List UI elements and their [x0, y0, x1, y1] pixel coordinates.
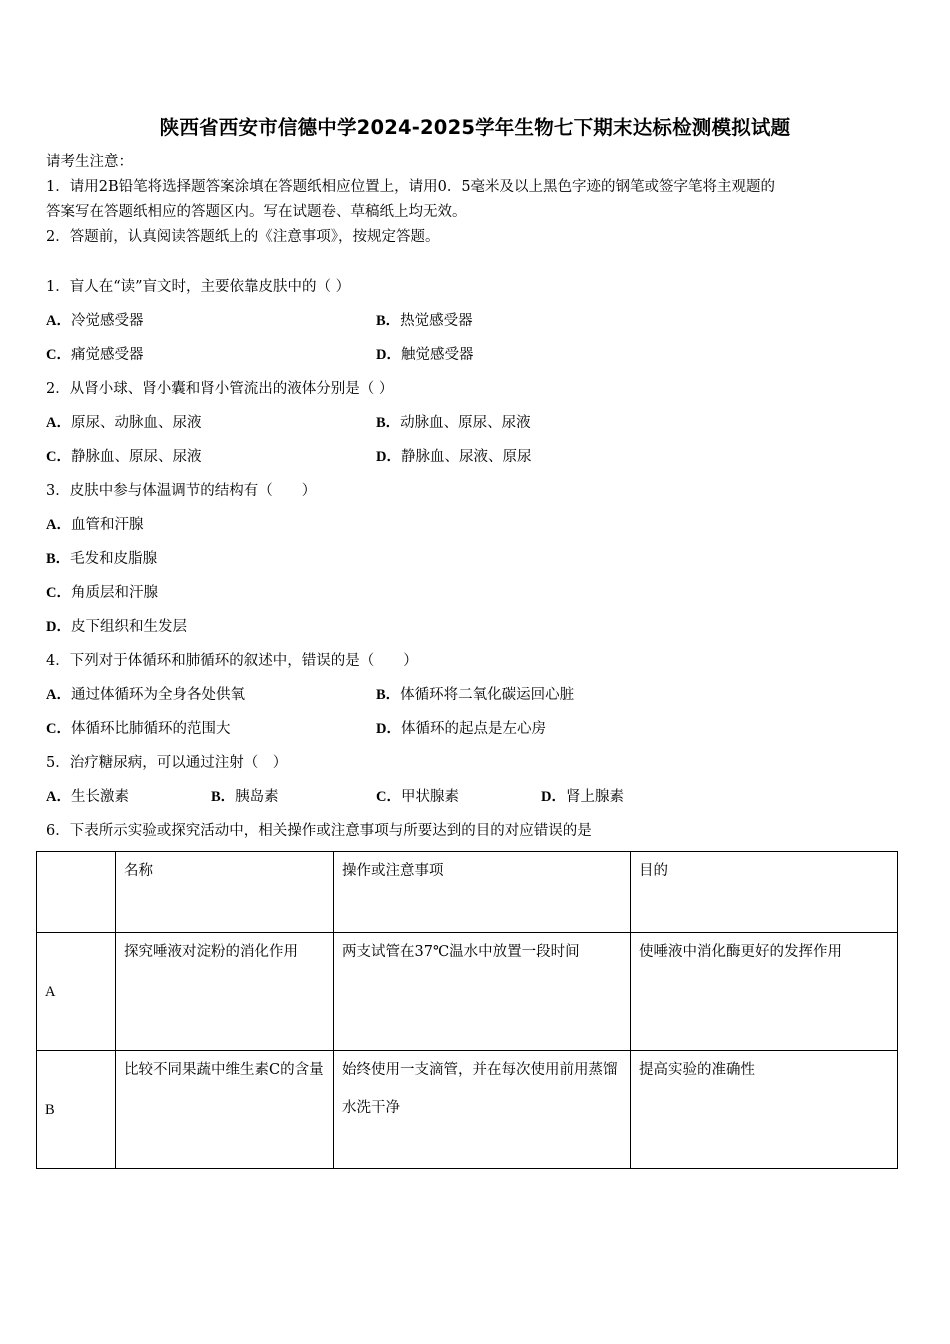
question-1-option-c: C．痛觉感受器: [46, 347, 144, 363]
question-4-option-c: C．体循环比肺循环的范围大: [46, 721, 231, 737]
question-6-table: [36, 851, 898, 1169]
question-1-option-d: D．触觉感受器: [376, 347, 474, 363]
table-header-cell: 名称: [116, 852, 334, 933]
notice-line-2: 2．答题前，认真阅读答题纸上的《注意事项》，按规定答题。: [46, 229, 440, 245]
question-4-option-b: B．体循环将二氧化碳运回心脏: [376, 687, 575, 703]
question-2-option-d: D．静脉血、尿液、原尿: [376, 449, 532, 465]
notice-line-1a: 1．请用2B铅笔将选择题答案涂填在答题纸相应位置上，请用0．5毫米及以上黑色字迹的钢笔或签字笔将主观题的: [46, 179, 776, 195]
table-row: [37, 1051, 898, 1169]
question-1-option-b: B．热觉感受器: [376, 313, 473, 329]
question-4-option-d: D．体循环的起点是左心房: [376, 721, 546, 737]
question-5-option-c: C．甲状腺素: [376, 789, 459, 805]
question-3-option-d: D．皮下组织和生发层: [46, 619, 187, 635]
page-title: 陕西省西安市信德中学2024-2025学年生物七下期末达标检测模拟试题: [159, 116, 791, 139]
table-header-cell: [37, 852, 116, 933]
table-cell-operation: 两支试管在37℃温水中放置一段时间: [334, 933, 631, 1051]
table-cell-name: 比较不同果蔬中维生素C的含量: [116, 1051, 334, 1169]
question-4-option-a: A．通过体循环为全身各处供氧: [46, 687, 245, 703]
table-header-cell: 操作或注意事项: [334, 852, 631, 933]
table-cell-purpose: 使唾液中消化酶更好的发挥作用: [631, 933, 898, 1051]
question-2-option-c: C．静脉血、原尿、尿液: [46, 449, 202, 465]
question-2-option-a: A．原尿、动脉血、尿液: [46, 415, 202, 431]
question-5-option-d: D．肾上腺素: [541, 789, 624, 805]
table-cell-purpose: 提高实验的准确性: [631, 1051, 898, 1169]
question-5-stem: 5．治疗糖尿病，可以通过注射（ ）: [46, 755, 288, 771]
table-header-row: [37, 852, 898, 933]
question-5-option-b: B．胰岛素: [211, 789, 279, 805]
table-header-cell: 目的: [631, 852, 898, 933]
question-3-option-a: A．血管和汗腺: [46, 517, 144, 533]
table-cell-label: B: [37, 1051, 116, 1169]
question-2-stem: 2．从肾小球、肾小囊和肾小管流出的液体分别是（ ）: [46, 381, 394, 397]
notice-heading: 请考生注意：: [46, 154, 133, 170]
question-3-option-c: C．角质层和汗腺: [46, 585, 158, 601]
question-6-stem: 6．下表所示实验或探究活动中，相关操作或注意事项与所要达到的目的对应错误的是: [46, 823, 592, 839]
table-cell-label: A: [37, 933, 116, 1051]
question-3-option-b: B．毛发和皮脂腺: [46, 551, 158, 567]
table-cell-name: 探究唾液对淀粉的消化作用: [116, 933, 334, 1051]
question-5-option-a: A．生长激素: [46, 789, 129, 805]
question-1-stem: 1．盲人在“读”盲文时，主要依靠皮肤中的（ ）: [46, 279, 351, 295]
question-4-stem: 4．下列对于体循环和肺循环的叙述中，错误的是（ ）: [46, 653, 418, 669]
notice-line-1b: 答案写在答题纸相应的答题区内。写在试题卷、草稿纸上均无效。: [46, 204, 467, 220]
question-2-option-b: B．动脉血、原尿、尿液: [376, 415, 531, 431]
table-cell-operation: 始终使用一支滴管，并在每次使用前用蒸馏水洗干净: [334, 1051, 631, 1169]
table-row: [37, 933, 898, 1051]
question-3-stem: 3．皮肤中参与体温调节的结构有（ ）: [46, 483, 317, 499]
question-1-option-a: A．冷觉感受器: [46, 313, 144, 329]
